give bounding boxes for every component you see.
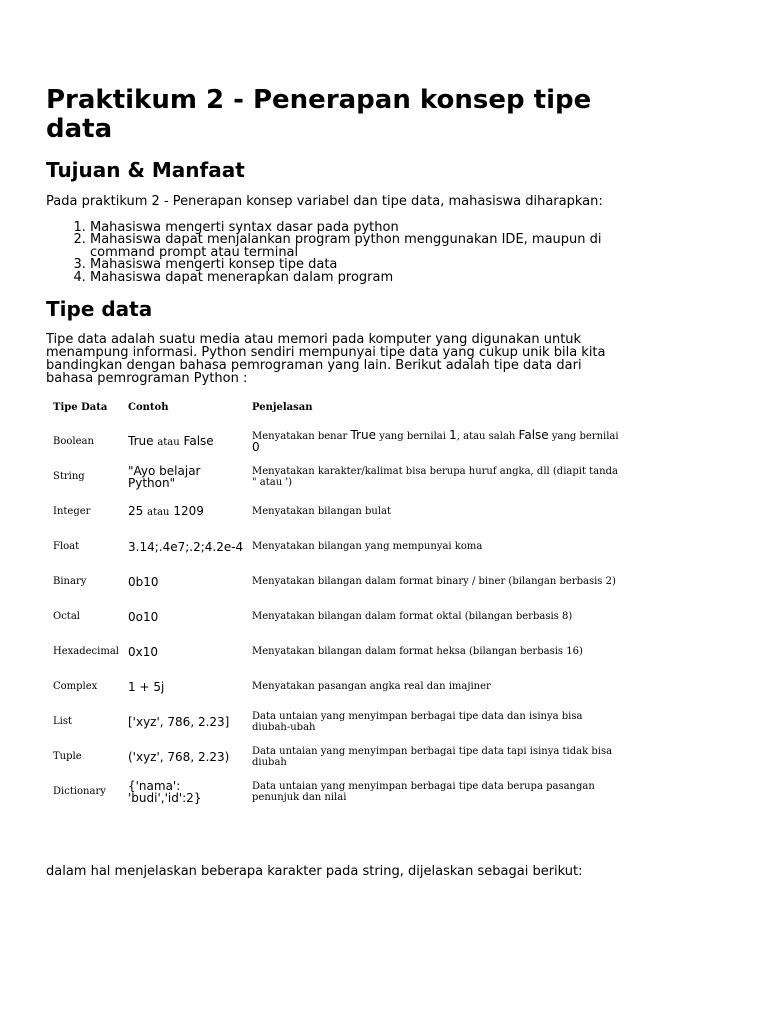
goal-item: 2. Mahasiswa dapat menjalankan program python menggunakan IDE, maupun di command prompt atau terminal — [90, 234, 666, 259]
page-title: Praktikum 2 - Penerapan konsep tipe data — [46, 85, 592, 144]
cell-type: List — [53, 716, 72, 727]
cell-description: Menyatakan bilangan dalam format heksa (bilangan berbasis 16) — [252, 646, 583, 657]
header-example: Contoh — [128, 401, 169, 413]
cell-type: Binary — [53, 576, 87, 587]
cell-example: ('xyz', 768, 2.23) — [128, 749, 230, 764]
table-row — [46, 599, 622, 634]
table-row — [46, 669, 622, 704]
cell-description: Data untaian yang menyimpan berbagai tipe data berupa pasangan penunjuk dan nilai — [252, 780, 595, 803]
cell-description: Menyatakan bilangan bulat — [252, 506, 392, 517]
cell-example: ['xyz', 786, 2.23] — [128, 714, 230, 729]
cell-example: 0x10 — [128, 644, 159, 659]
cell-type: Float — [53, 541, 80, 552]
goal-item: 3. Mahasiswa mengerti konsep tipe data — [90, 259, 666, 271]
tipe-data-paragraph: Tipe data adalah suatu media atau memori pada komputer yang digunakan untuk menampung informasi. Python sendiri mempunyai tipe data yang cukup unik bila kita bandingkan dengan bahasa pemrograman yang lain. Berikut adalah tipe data dari bahasa pemrograman Python : — [46, 332, 606, 386]
cell-description: Menyatakan bilangan dalam format binary / biner (bilangan berbasis 2) — [252, 576, 616, 587]
cell-description: Menyatakan benar True yang bernilai 1, atau salah False yang bernilai 0 — [252, 427, 619, 454]
table-row — [46, 704, 622, 739]
header-type: Tipe Data — [53, 401, 108, 413]
cell-description: Data untaian yang menyimpan berbagai tipe data tapi isinya tidak bisa diubah — [252, 745, 613, 768]
cell-type: Hexadecimal — [53, 646, 120, 657]
cell-description: Menyatakan karakter/kalimat bisa berupa huruf angka, dll (diapit tanda " atau ') — [252, 465, 618, 488]
table-row — [46, 459, 622, 494]
cell-type: Integer — [53, 506, 91, 517]
goal-item: 1. Mahasiswa mengerti syntax dasar pada python — [90, 222, 666, 234]
goals-list — [46, 222, 666, 284]
cell-example: {'nama': 'budi','id':2} — [128, 778, 202, 805]
table-row — [46, 529, 622, 564]
cell-description: Menyatakan bilangan yang mempunyai koma — [252, 541, 483, 552]
cell-example: 3.14;.4e7;.2;4.2e-4 — [128, 539, 244, 554]
cell-example: True atau False — [128, 433, 214, 448]
section-heading-tujuan: Tujuan & Manfaat — [46, 158, 245, 182]
header-description: Penjelasan — [252, 401, 313, 413]
cell-type: Complex — [53, 681, 98, 692]
cell-example: 25 atau 1209 — [128, 503, 204, 518]
table-row — [46, 494, 622, 529]
cell-type: Octal — [53, 611, 80, 622]
table-row — [46, 739, 622, 774]
table-row — [46, 424, 622, 459]
after-table-paragraph: dalam hal menjelaskan beberapa karakter pada string, dijelaskan sebagai berikut: — [46, 864, 583, 879]
cell-description: Menyatakan bilangan dalam format oktal (bilangan berbasis 8) — [252, 611, 573, 622]
cell-example: 0b10 — [128, 574, 159, 589]
cell-description: Data untaian yang menyimpan berbagai tipe data dan isinya bisa diubah-ubah — [252, 710, 583, 733]
cell-example: 0o10 — [128, 609, 159, 624]
cell-type: Dictionary — [53, 786, 106, 797]
section-heading-tipe-data: Tipe data — [46, 297, 153, 321]
goal-item: 4. Mahasiswa dapat menerapkan dalam program — [90, 272, 666, 284]
table-row — [46, 564, 622, 599]
intro-paragraph: Pada praktikum 2 - Penerapan konsep variabel dan tipe data, mahasiswa diharapkan: — [46, 194, 603, 209]
table-header-row — [46, 390, 622, 424]
data-types-table — [46, 390, 622, 809]
table-row — [46, 634, 622, 669]
cell-type: Tuple — [53, 751, 82, 762]
cell-example: "Ayo belajar Python" — [128, 463, 201, 490]
table-row — [46, 774, 622, 809]
cell-type: Boolean — [53, 436, 94, 447]
cell-description: Menyatakan pasangan angka real dan imajiner — [252, 681, 491, 692]
cell-type: String — [53, 471, 85, 482]
cell-example: 1 + 5j — [128, 679, 165, 694]
